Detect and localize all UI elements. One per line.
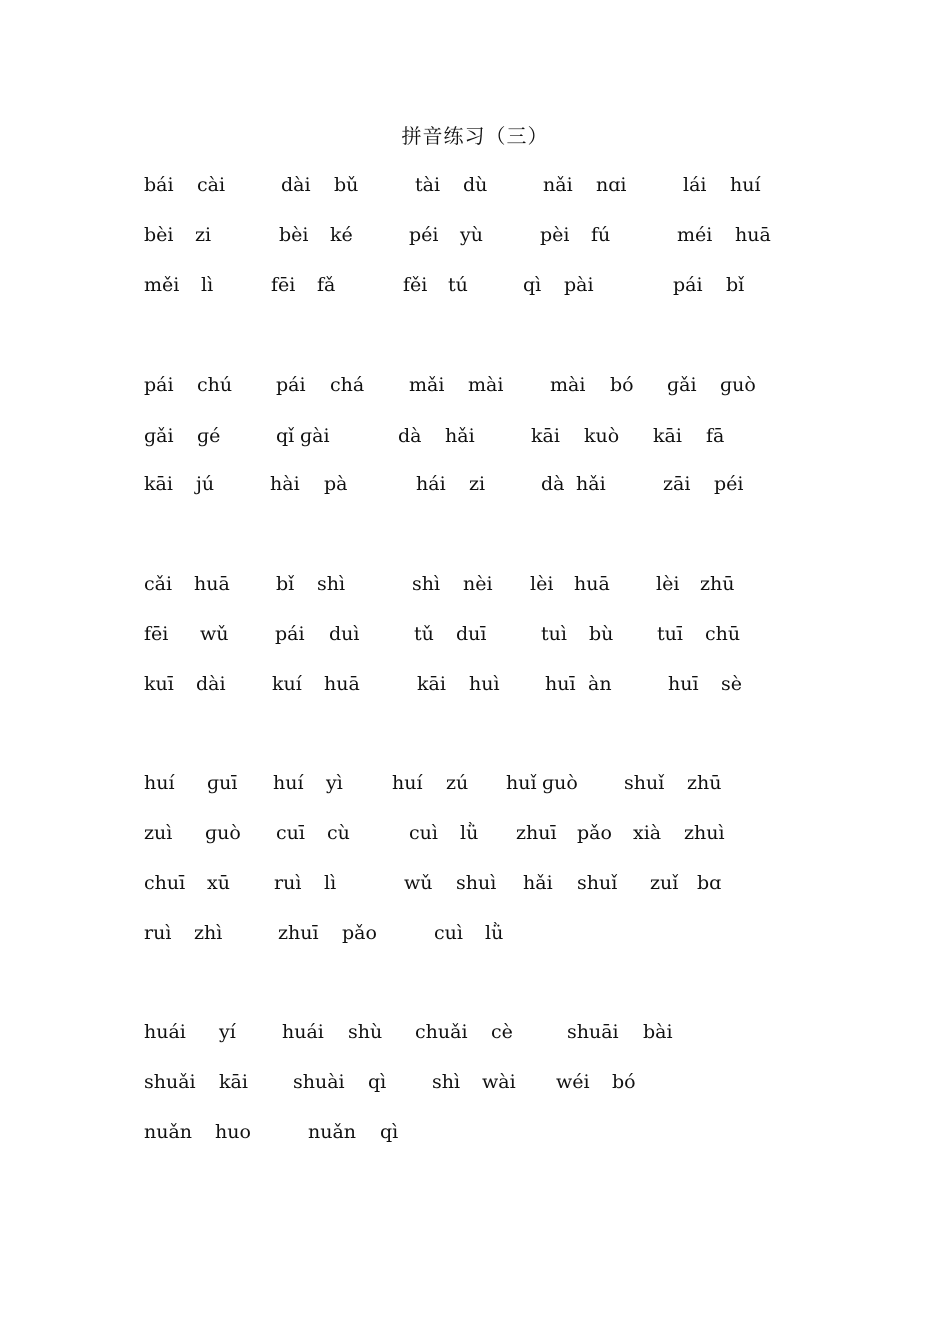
pinyin-syllable: tú — [448, 274, 468, 296]
pinyin-syllable: duì — [329, 623, 360, 645]
pinyin-syllable: hǎi — [445, 425, 475, 447]
pinyin-syllable: wài — [482, 1071, 516, 1093]
page-title: 拼音练习（三） — [401, 124, 549, 148]
pinyin-syllable: bèi — [144, 224, 174, 246]
pinyin-syllable: fǎ — [317, 274, 336, 296]
pinyin-syllable: zhū — [687, 772, 722, 794]
pinyin-syllable: shì — [317, 573, 346, 595]
pinyin-syllable: pǎo — [342, 922, 377, 944]
pinyin-syllable: dài — [196, 673, 226, 695]
pinyin-syllable: zhuì — [684, 822, 725, 844]
pinyin-syllable: huí — [392, 772, 423, 794]
pinyin-syllable: dài — [281, 174, 311, 196]
pinyin-row — [0, 569, 950, 599]
pinyin-syllable: cè — [491, 1021, 513, 1043]
pinyin-syllable: hái — [416, 473, 446, 495]
pinyin-syllable: lì — [324, 872, 337, 894]
pinyin-syllable: huī — [668, 673, 699, 695]
pinyin-syllable: nǎi — [543, 174, 573, 196]
pinyin-syllable: cù — [327, 822, 350, 844]
pinyin-syllable: bó — [612, 1071, 636, 1093]
pinyin-syllable: huái — [282, 1021, 324, 1043]
pinyin-syllable: péi — [409, 224, 439, 246]
pinyin-syllable: yí — [219, 1021, 236, 1043]
pinyin-syllable: zi — [469, 473, 486, 495]
pinyin-syllable: fěi — [403, 274, 428, 296]
pinyin-syllable: bài — [643, 1021, 673, 1043]
pinyin-syllable: kuò — [584, 425, 620, 447]
pinyin-syllable: ɡuò — [720, 374, 756, 396]
pinyin-syllable: shuài — [293, 1071, 345, 1093]
pinyin-row — [0, 220, 950, 250]
pinyin-syllable: chá — [330, 374, 365, 396]
pinyin-syllable: kāi — [144, 473, 173, 495]
pinyin-row — [0, 370, 950, 400]
pinyin-syllable: lǜ — [485, 922, 504, 944]
pinyin-syllable: kāi — [653, 425, 682, 447]
pinyin-syllable: kāi — [531, 425, 560, 447]
pinyin-syllable: cuì — [434, 922, 463, 944]
pinyin-syllable: huo — [215, 1121, 251, 1143]
pinyin-syllable: zhuī — [278, 922, 319, 944]
pinyin-syllable: bái — [144, 174, 174, 196]
pinyin-syllable: kāi — [417, 673, 446, 695]
pinyin-syllable: zuǐ — [650, 872, 679, 894]
pinyin-syllable: àn — [588, 673, 612, 695]
pinyin-syllable: bèi — [279, 224, 309, 246]
pinyin-syllable: zú — [446, 772, 469, 794]
pinyin-syllable: shuǎi — [144, 1071, 196, 1093]
pinyin-syllable: huā — [574, 573, 610, 595]
pinyin-syllable: kāi — [219, 1071, 248, 1093]
pinyin-row — [0, 619, 950, 649]
pinyin-syllable: shuì — [456, 872, 497, 894]
pinyin-syllable: dà — [541, 473, 565, 495]
pinyin-row — [0, 170, 950, 200]
pinyin-syllable: huí — [730, 174, 761, 196]
pinyin-syllable: shù — [348, 1021, 383, 1043]
pinyin-syllable: měi — [144, 274, 180, 296]
pinyin-syllable: pǎo — [577, 822, 612, 844]
pinyin-syllable: ɡǎi — [667, 374, 697, 396]
pinyin-syllable: huí — [273, 772, 304, 794]
pinyin-syllable: cǎi — [144, 573, 173, 595]
pinyin-syllable: sè — [721, 673, 742, 695]
pinyin-syllable: méi — [677, 224, 713, 246]
pinyin-syllable: shuāi — [567, 1021, 619, 1043]
pinyin-syllable: wéi — [556, 1071, 590, 1093]
pinyin-syllable: ɡài — [300, 425, 330, 447]
pinyin-syllable: ruì — [144, 922, 172, 944]
pinyin-row — [0, 818, 950, 848]
pinyin-syllable: zhuī — [516, 822, 557, 844]
pinyin-syllable: nɑi — [596, 174, 627, 196]
pinyin-syllable: cài — [197, 174, 226, 196]
pinyin-syllable: nuǎn — [308, 1121, 357, 1143]
pinyin-syllable: shì — [412, 573, 441, 595]
pinyin-syllable: hǎi — [523, 872, 553, 894]
pinyin-row — [0, 270, 950, 300]
pinyin-syllable: pèi — [540, 224, 570, 246]
pinyin-syllable: huā — [194, 573, 230, 595]
pinyin-row — [0, 1017, 950, 1047]
pinyin-syllable: fú — [591, 224, 611, 246]
pinyin-syllable: cuī — [276, 822, 305, 844]
pinyin-syllable: zhì — [194, 922, 223, 944]
pinyin-syllable: lái — [683, 174, 707, 196]
pinyin-row — [0, 1117, 950, 1147]
pinyin-syllable: bǐ — [726, 274, 745, 296]
pinyin-syllable: chú — [197, 374, 233, 396]
pinyin-syllable: zi — [195, 224, 212, 246]
pinyin-syllable: mǎi — [409, 374, 445, 396]
pinyin-syllable: lèi — [656, 573, 680, 595]
pinyin-syllable: lèi — [530, 573, 554, 595]
pinyin-syllable: tài — [415, 174, 441, 196]
pinyin-syllable: fēi — [271, 274, 296, 296]
pinyin-syllable: nuǎn — [144, 1121, 193, 1143]
pinyin-row — [0, 768, 950, 798]
pinyin-syllable: pái — [673, 274, 703, 296]
pinyin-syllable: tuì — [541, 623, 567, 645]
pinyin-syllable: ruì — [274, 872, 302, 894]
pinyin-syllable: ɡuī — [207, 772, 238, 794]
pinyin-syllable: pái — [276, 374, 306, 396]
pinyin-row — [0, 918, 950, 948]
pinyin-syllable: mài — [468, 374, 504, 396]
pinyin-syllable: bǐ — [276, 573, 295, 595]
pinyin-syllable: kuí — [272, 673, 302, 695]
pinyin-row — [0, 1067, 950, 1097]
pinyin-syllable: huí — [144, 772, 175, 794]
pinyin-syllable: pà — [324, 473, 348, 495]
pinyin-syllable: jú — [196, 473, 215, 495]
pinyin-syllable: nèi — [463, 573, 493, 595]
pinyin-syllable: péi — [714, 473, 744, 495]
pinyin-syllable: yù — [460, 224, 483, 246]
pinyin-syllable: qì — [368, 1071, 387, 1093]
pinyin-row — [0, 421, 950, 451]
pinyin-syllable: tuī — [657, 623, 683, 645]
pinyin-syllable: lǜ — [460, 822, 479, 844]
pinyin-syllable: xū — [207, 872, 230, 894]
pinyin-syllable: bó — [610, 374, 634, 396]
pinyin-syllable: lì — [201, 274, 214, 296]
pinyin-row — [0, 669, 950, 699]
pinyin-syllable: pài — [564, 274, 594, 296]
pinyin-syllable: chū — [705, 623, 741, 645]
pinyin-syllable: xià — [633, 822, 662, 844]
pinyin-syllable: huǐ — [506, 772, 537, 794]
pinyin-syllable: huì — [469, 673, 500, 695]
pinyin-syllable: chuī — [144, 872, 186, 894]
pinyin-syllable: zāi — [663, 473, 691, 495]
pinyin-syllable: pái — [144, 374, 174, 396]
pinyin-row — [0, 469, 950, 499]
pinyin-syllable: bù — [589, 623, 614, 645]
pinyin-syllable: fā — [706, 425, 725, 447]
pinyin-syllable: qì — [380, 1121, 399, 1143]
pinyin-syllable: cuì — [409, 822, 438, 844]
pinyin-syllable: bǔ — [334, 174, 359, 196]
pinyin-syllable: huā — [324, 673, 360, 695]
pinyin-syllable: kuī — [144, 673, 174, 695]
pinyin-syllable: ɡuò — [205, 822, 241, 844]
pinyin-syllable: huā — [735, 224, 771, 246]
pinyin-syllable: shì — [432, 1071, 461, 1093]
pinyin-syllable: hài — [270, 473, 300, 495]
pinyin-syllable: qǐ — [276, 425, 295, 447]
pinyin-syllable: duī — [456, 623, 487, 645]
pinyin-syllable: zuì — [144, 822, 173, 844]
pinyin-syllable: ɡǎi — [144, 425, 174, 447]
pinyin-syllable: chuǎi — [415, 1021, 468, 1043]
pinyin-syllable: dà — [398, 425, 422, 447]
pinyin-syllable: fēi — [144, 623, 169, 645]
pinyin-syllable: zhū — [700, 573, 735, 595]
pinyin-syllable: huī — [545, 673, 576, 695]
pinyin-syllable: dù — [463, 174, 488, 196]
pinyin-syllable: wǔ — [404, 872, 433, 894]
pinyin-syllable: huái — [144, 1021, 186, 1043]
pinyin-syllable: qì — [523, 274, 542, 296]
pinyin-syllable: ɡé — [197, 425, 221, 447]
pinyin-syllable: ɡuò — [542, 772, 578, 794]
pinyin-syllable: mài — [550, 374, 586, 396]
pinyin-syllable: bɑ — [697, 872, 722, 894]
pinyin-syllable: hǎi — [576, 473, 606, 495]
pinyin-syllable: shuǐ — [624, 772, 665, 794]
pinyin-syllable: wǔ — [200, 623, 229, 645]
pinyin-syllable: yì — [326, 772, 343, 794]
pinyin-syllable: ké — [330, 224, 353, 246]
pinyin-row — [0, 868, 950, 898]
pinyin-syllable: tǔ — [414, 623, 434, 645]
pinyin-syllable: shuǐ — [577, 872, 618, 894]
pinyin-syllable: pái — [275, 623, 305, 645]
